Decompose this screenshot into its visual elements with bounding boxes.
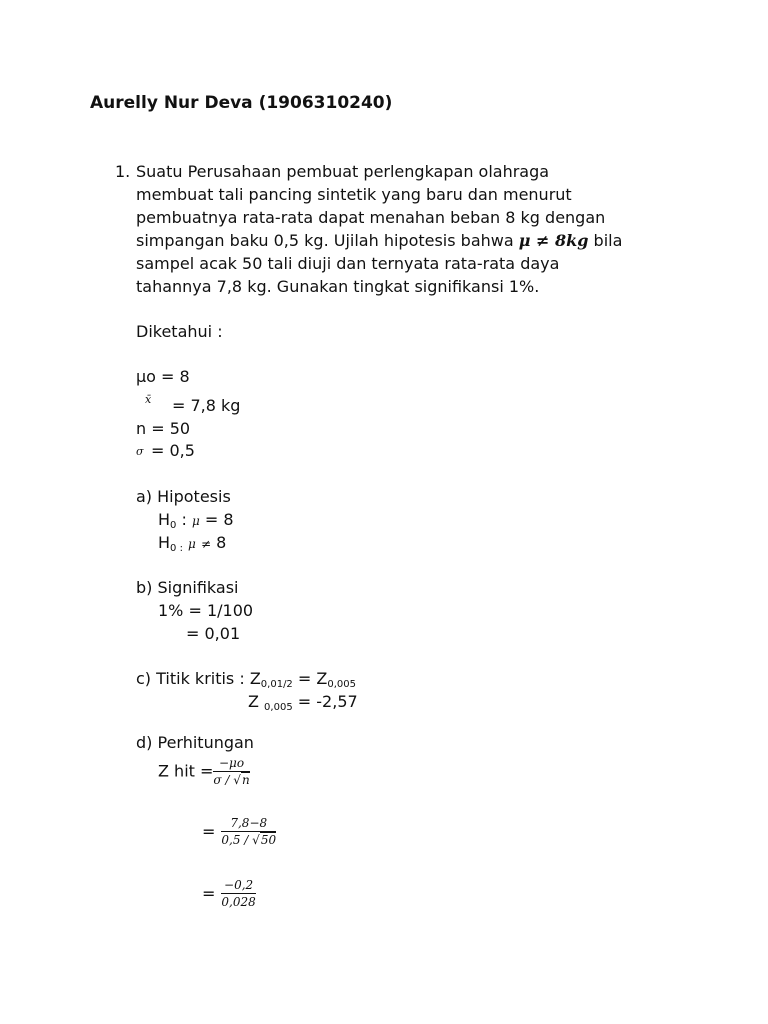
critical-mid: = Z <box>292 669 328 688</box>
given-mu0: μo = 8 <box>136 367 190 386</box>
given-heading: Diketahui : <box>136 322 223 341</box>
given-sigma-value: = 0,5 <box>151 441 195 460</box>
fraction-simplified-denominator: 0,028 <box>221 895 256 909</box>
fraction-formula-denominator: σ / √n <box>213 773 250 787</box>
problem-line-2: membuat tali pancing sintetik yang baru dan menurut <box>136 185 572 204</box>
h0-label: H <box>158 510 171 529</box>
zhit-simplified <box>202 879 256 908</box>
h1-rest: 8 <box>216 533 227 552</box>
critical-z-sub: 0,005 <box>264 702 293 713</box>
significance-heading: b) Signifikasi <box>136 578 239 597</box>
given-xbar-symbol: x̄ <box>145 393 152 406</box>
zhit-formula <box>158 757 250 786</box>
critical-z-value: = -2,57 <box>297 692 358 711</box>
equals-sign-1: = <box>202 821 216 841</box>
problem-line-4-tail: bila <box>593 231 623 250</box>
zhit-label: Z hit = <box>158 761 214 781</box>
hypothesis-inline-formula: μ ≠ 8kg <box>518 231 589 250</box>
fraction-formula-den-sqrt: n <box>241 773 250 787</box>
author-title: Aurelly Nur Deva (1906310240) <box>90 93 393 113</box>
h0-rest: = 8 <box>204 510 234 529</box>
problem-line-5: sampel acak 50 tali diuji dan ternyata rata-rata daya <box>136 254 560 273</box>
significance-line-1: 1% = 1/100 <box>158 601 254 620</box>
fraction-substituted-numerator: 7,8−8 <box>221 817 276 832</box>
hypothesis-h0 <box>158 512 234 531</box>
zhit-substitution <box>202 817 276 846</box>
given-xbar-value: = 7,8 kg <box>172 396 241 415</box>
given-sigma-symbol: σ <box>136 445 144 458</box>
fraction-substituted-den-sqrt: 50 <box>260 833 277 847</box>
critical-sub-2: 0,005 <box>327 679 356 690</box>
calculation-heading: d) Perhitungan <box>136 733 254 752</box>
fraction-substituted-den-a: 0,5 / <box>221 833 253 847</box>
hypothesis-h1 <box>158 535 226 554</box>
problem-line-4 <box>136 233 622 249</box>
problem-line-6: tahannya 7,8 kg. Gunakan tingkat signifikansi 1%. <box>136 277 540 296</box>
fraction-simplified <box>221 879 255 908</box>
fraction-formula-numerator: −μo <box>213 757 249 772</box>
problem-number: 1. <box>115 162 131 181</box>
critical-z-label: Z <box>248 692 265 711</box>
significance-line-2: = 0,01 <box>186 624 241 643</box>
problem-line-4-text: simpangan baku 0,5 kg. Ujilah hipotesis bahwa <box>136 231 514 250</box>
critical-label: c) Titik kritis : Z <box>136 669 261 688</box>
h1-sub: 0 : <box>170 543 183 554</box>
h1-mu: μ <box>188 537 196 551</box>
fraction-substituted <box>221 817 276 846</box>
problem-line-3: pembuatnya rata-rata dapat menahan beban 8 kg dengan <box>136 208 606 227</box>
critical-heading <box>136 671 356 690</box>
hypothesis-heading: a) Hipotesis <box>136 487 231 506</box>
given-n: n = 50 <box>136 419 191 438</box>
h0-mu: μ <box>191 514 200 528</box>
h0-sub: 0 <box>170 520 177 531</box>
problem-line-1: Suatu Perusahaan pembuat perlengkapan olahraga <box>136 162 550 181</box>
fraction-formula <box>213 757 249 786</box>
fraction-simplified-numerator: −0,2 <box>221 879 255 894</box>
fraction-substituted-denominator: 0,5 / √50 <box>221 833 277 847</box>
h1-label: H <box>158 533 171 552</box>
equals-sign-2: = <box>202 883 216 903</box>
h0-colon: : <box>181 510 187 529</box>
critical-value <box>248 694 358 713</box>
fraction-formula-den-a: σ / <box>213 773 234 787</box>
h1-neq: ≠ <box>200 537 212 551</box>
critical-sub-1: 0,01/2 <box>260 679 293 690</box>
